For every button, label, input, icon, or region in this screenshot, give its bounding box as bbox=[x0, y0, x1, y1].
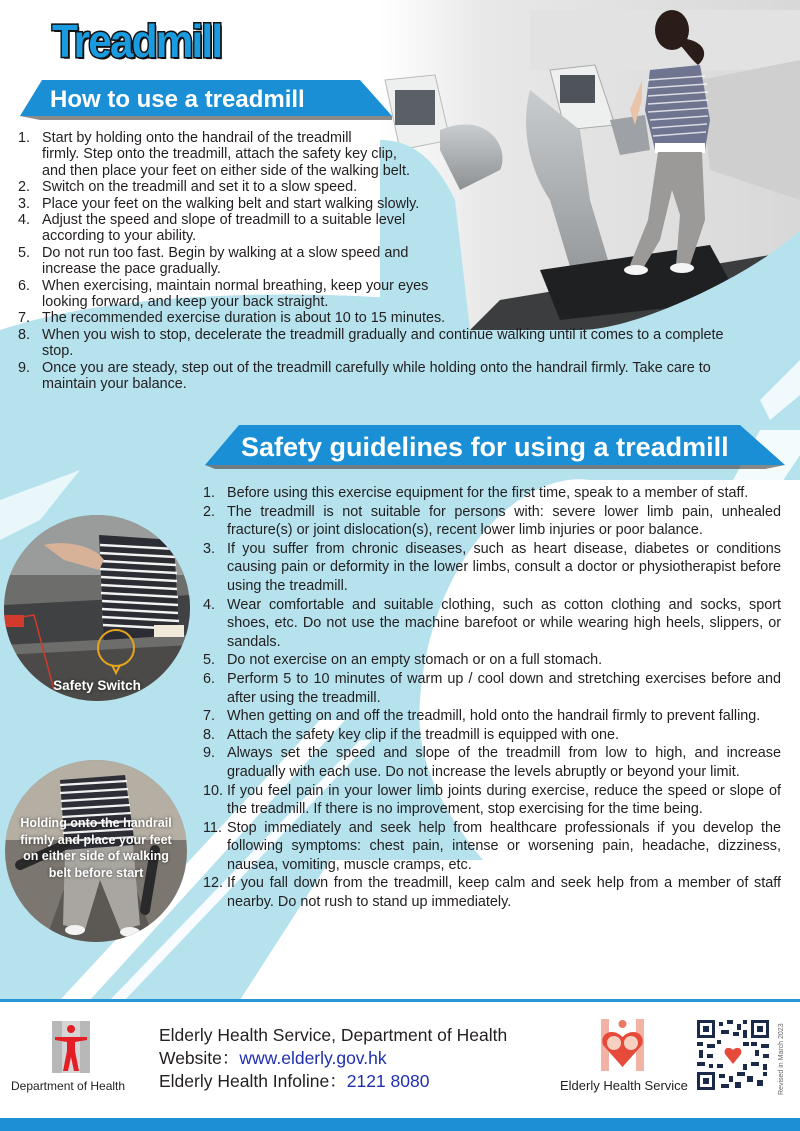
item-number: 7. bbox=[203, 708, 216, 725]
item-number: 8. bbox=[203, 726, 216, 743]
item-text: Start by holding onto the handrail of the treadmill firmly. Step onto the treadmill, attach the safety key clip, and then place your feet on either side of the walking belt. bbox=[42, 130, 411, 179]
item-number: 9. bbox=[203, 745, 216, 762]
item-text: If you feel pain in your lower limb joints during exercise, reduce the speed or slope of the treadmill. If there is no improvement, stop exercising for the time being. bbox=[227, 782, 781, 818]
item-text: When exercising, maintain normal breathing, keep your eyes looking forward, and keep your back straight. bbox=[42, 277, 429, 311]
list-item bbox=[203, 726, 781, 745]
item-number: 2. bbox=[18, 179, 31, 196]
item-text: Switch on the treadmill and set it to a slow speed. bbox=[42, 179, 358, 196]
list-item bbox=[203, 540, 781, 596]
item-text: The recommended exercise duration is about 10 to 15 minutes. bbox=[42, 310, 446, 327]
item-text: Perform 5 to 10 minutes of warm up / cool down and stretching exercises before and after using the treadmill. bbox=[227, 670, 781, 706]
qr-code-icon[interactable] bbox=[697, 1020, 769, 1090]
item-number: 8. bbox=[18, 326, 31, 343]
list-item bbox=[203, 707, 781, 726]
item-number: 5. bbox=[203, 652, 216, 669]
list-item bbox=[18, 327, 788, 360]
item-number: 9. bbox=[18, 359, 31, 376]
item-text: Attach the safety key clip if the treadmill is equipped with one. bbox=[227, 726, 619, 743]
infoline-label: Elderly Health Infoline： bbox=[159, 1071, 347, 1091]
website-link[interactable]: www.elderly.gov.hk bbox=[239, 1048, 387, 1068]
list-item bbox=[203, 874, 781, 911]
footer-bar bbox=[0, 1118, 800, 1131]
list-item bbox=[18, 310, 788, 326]
list-item bbox=[18, 245, 788, 278]
list-item bbox=[203, 503, 781, 540]
list-item bbox=[18, 196, 788, 212]
item-number: 1. bbox=[18, 130, 31, 146]
item-text: If you suffer from chronic diseases, such as heart disease, diabetes or conditions causing pain or deformity in the lower limbs, consult a doctor or physiotherapist before using the treadmill. bbox=[227, 540, 781, 594]
list-item bbox=[203, 596, 781, 652]
how-to-use-list bbox=[18, 130, 788, 393]
item-number: 7. bbox=[18, 310, 31, 327]
item-text: Do not run too fast. Begin by walking at a slow speed and increase the pace gradually. bbox=[42, 244, 409, 278]
item-text: If you fall down from the treadmill, keep calm and seek help from a member of staff nearby. Do not rush to stand up immediately. bbox=[227, 875, 781, 911]
item-text: When getting on and off the treadmill, hold onto the handrail firmly to prevent falling. bbox=[227, 708, 761, 725]
website-row bbox=[159, 1047, 507, 1070]
item-number: 3. bbox=[203, 540, 216, 557]
list-item bbox=[18, 212, 788, 245]
elderly-health-service-logo-icon bbox=[601, 1019, 644, 1071]
list-item bbox=[203, 782, 781, 819]
section-banner-safety bbox=[205, 425, 785, 469]
item-number: 4. bbox=[18, 212, 31, 229]
contact-info bbox=[159, 1024, 507, 1093]
item-text: Place your feet on the walking belt and start walking slowly. bbox=[42, 195, 420, 212]
list-item bbox=[18, 179, 788, 195]
safety-guidelines-list bbox=[203, 484, 781, 912]
footer-divider bbox=[0, 999, 800, 1002]
item-number: 11. bbox=[203, 819, 222, 836]
item-number: 6. bbox=[203, 670, 216, 687]
section-heading: How to use a treadmill bbox=[50, 86, 305, 113]
infoline-number[interactable]: 2121 8080 bbox=[346, 1071, 430, 1091]
item-number: 4. bbox=[203, 596, 216, 613]
item-number: 10. bbox=[203, 782, 224, 799]
section-banner-how-to-use bbox=[20, 80, 392, 120]
item-text: Once you are steady, step out of the treadmill carefully while holding onto the handrail firmly. Take care to maintain your balance. bbox=[42, 359, 711, 393]
list-item bbox=[203, 819, 781, 875]
revision-date: Revised in March 2023 bbox=[778, 1023, 785, 1095]
department-of-health-label: Department of Health bbox=[11, 1079, 126, 1093]
list-item bbox=[203, 651, 781, 670]
item-number: 1. bbox=[203, 485, 216, 501]
item-text: Stop immediately and seek help from healthcare professionals if you develop the following symptoms: chest pain, intense or worsening pain, headache, dizziness, nausea, vomiting, muscle cramps, etc. bbox=[227, 819, 781, 873]
list-item bbox=[18, 130, 788, 179]
item-text: Before using this exercise equipment for the first time, speak to a member of staff. bbox=[227, 485, 749, 501]
list-item bbox=[18, 360, 788, 393]
photo-caption: Holding onto the handrail firmly and place your feet on either side of walking belt before start bbox=[20, 816, 172, 880]
item-text: Wear comfortable and suitable clothing, such as cotton clothing and socks, sport shoes, etc. Do not use the machine barefoot or while wearing high heels, slippers, or sandals. bbox=[227, 596, 781, 650]
item-text: Always set the speed and slope of the treadmill from low to high, and increase gradually with each use. Do not increase the levels abruptly or beyond your limit. bbox=[227, 745, 781, 780]
list-item bbox=[203, 484, 781, 503]
department-of-health-logo-icon bbox=[52, 1021, 90, 1073]
website-label: Website： bbox=[159, 1048, 240, 1068]
photo-caption: Safety Switch bbox=[53, 678, 141, 693]
organization-name: Elderly Health Service, Department of Health bbox=[159, 1025, 508, 1045]
elderly-health-service-label: Elderly Health Service bbox=[560, 1078, 688, 1093]
item-number: 12. bbox=[203, 875, 224, 892]
safety-switch-photo bbox=[4, 515, 190, 701]
handrail-photo bbox=[5, 760, 187, 942]
page-title: Treadmill bbox=[52, 15, 222, 67]
item-text: When you wish to stop, decelerate the treadmill gradually and continue walking until it comes to a complete stop. bbox=[42, 326, 724, 360]
item-number: 5. bbox=[18, 244, 31, 261]
item-text: Do not exercise on an empty stomach or on a full stomach. bbox=[227, 652, 603, 669]
section-heading: Safety guidelines for using a treadmill bbox=[241, 431, 729, 462]
item-text: The treadmill is not suitable for persons with: severe lower limb pain, unhealed fracture(s) or joint dislocation(s), recent lower limb injuries or poor balance. bbox=[227, 503, 781, 539]
list-item bbox=[18, 278, 788, 311]
list-item bbox=[203, 670, 781, 707]
item-text: Adjust the speed and slope of treadmill to a suitable level according to your ability. bbox=[42, 212, 406, 245]
item-number: 3. bbox=[18, 195, 31, 212]
infoline-row bbox=[159, 1070, 507, 1093]
item-number: 6. bbox=[18, 277, 31, 294]
item-number: 2. bbox=[203, 503, 216, 520]
list-item bbox=[203, 744, 781, 781]
